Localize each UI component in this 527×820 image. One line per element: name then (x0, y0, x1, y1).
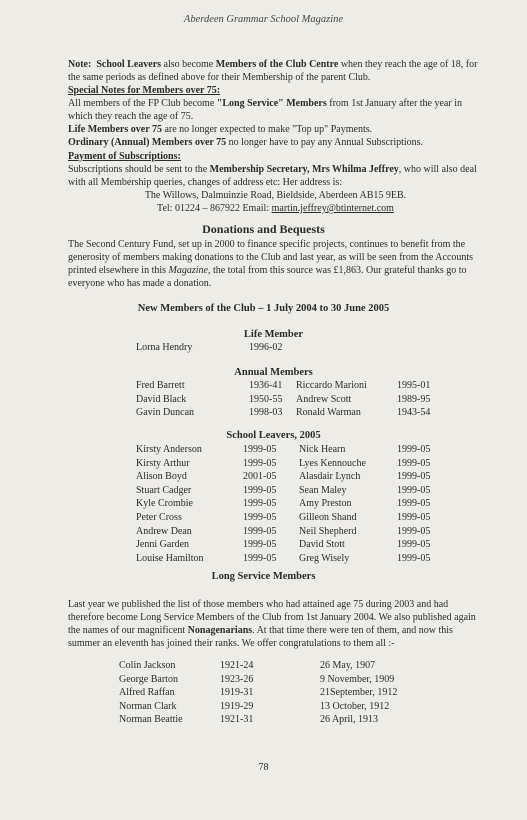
special-notes-p1 (68, 97, 483, 123)
school-leaver-years: 1999-05 (243, 552, 277, 564)
school-leaver-name: Alison Boyd (136, 471, 187, 483)
school-leaver-years-col2: 1999-05 (397, 525, 431, 537)
special-notes-p3-bold: Ordinary (Annual) Members over 75 (68, 137, 227, 148)
page-number: 78 (258, 762, 269, 773)
long-service-heading: Long Service Members (211, 571, 316, 582)
special-notes (68, 84, 483, 149)
life-member-years: 1996-02 (249, 342, 283, 353)
payment-text-2: , who will also deal with all Membership queries, changes of address etc: Her address is: (68, 164, 477, 188)
donations-text-2: , the total from this source was £1,863. Our grateful thanks go to everyone who has made a donation. (68, 265, 467, 289)
school-leaver-years: 1999-05 (243, 525, 277, 537)
note-bold-2: Members of the Club Centre (215, 59, 339, 70)
special-notes-p1-text: All members of the FP Club become (68, 98, 217, 109)
life-member-name: Lorna Hendry (136, 342, 193, 353)
payment-section (68, 150, 483, 215)
donations-paragraph (68, 238, 483, 290)
long-service-member-years: 1921-24 (220, 660, 254, 671)
annual-member-name-col2: Ronald Warman (296, 407, 361, 418)
note-text-1: also become (161, 59, 216, 70)
special-notes-p2-text: are no longer expected to make "Top up" Payments. (161, 124, 373, 135)
school-leaver-years: 1999-05 (243, 484, 277, 496)
school-leaver-name-col2: Lyes Kennouche (299, 457, 366, 469)
note-label: Note: (68, 59, 92, 70)
long-service-member-name: Norman Clark (119, 700, 177, 712)
school-leaver-name: Kirsty Anderson (136, 444, 202, 455)
school-leaver-years: 1999-05 (243, 512, 277, 523)
school-leaver-years-col2: 1999-05 (397, 484, 431, 496)
school-leaver-name: Louise Hamilton (136, 552, 204, 564)
school-leavers-heading: School Leavers, 2005 (226, 430, 321, 441)
long-service-member-dob: 26 May, 1907 (320, 660, 376, 671)
school-leaver-name-col2: Alasdair Lynch (299, 471, 361, 483)
life-member-heading: Life Member (243, 329, 304, 340)
long-service-member-dob: 26 April, 1913 (320, 714, 379, 726)
payment-text-1: Subscriptions should be sent to the (68, 164, 210, 175)
school-leaver-name: Stuart Cadger (136, 484, 192, 496)
payment-heading: Payment of Subscriptions: (68, 151, 181, 162)
email-link[interactable]: martin.jeffrey@btinternet.com (271, 203, 394, 214)
school-leaver-years-col2: 1999-05 (397, 498, 431, 510)
school-leaver-years-col2: 1999-05 (397, 512, 431, 523)
annual-member-years: 1936-41 (249, 380, 283, 391)
donations-text-1: The Second Century Fund, set up in 2000 to finance specific projects, continues to benefit from the generosity of members making donations to the Club and last year, as will be seen from the Accounts printed elsewhere in this (68, 239, 474, 276)
page-header: Aberdeen Grammar School Magazine (183, 14, 344, 25)
school-leaver-name: Jenni Garden (136, 539, 190, 551)
annual-member-years-col2: 1989-95 (397, 393, 431, 405)
long-service-member-years: 1919-29 (220, 700, 254, 712)
annual-member-years-col2: 1943-54 (397, 407, 431, 418)
long-service-paragraph (68, 598, 483, 650)
special-notes-p1-text2: from 1st January after the year in which they reach the age of 75. (68, 98, 462, 122)
school-leaver-years: 1999-05 (243, 457, 277, 469)
long-service-member-name: Alfred Raffan (119, 687, 175, 699)
school-leaver-years: 2001-05 (243, 471, 277, 483)
long-service-text-2: . At that time there were ten of them, and now this summer an eleventh has joined their ranks. We offer congratulations to them all :- (68, 625, 453, 649)
annual-member-years: 1998-03 (249, 407, 283, 418)
long-service-member-years: 1919-31 (220, 687, 254, 699)
school-leaver-years-col2: 1999-05 (397, 444, 431, 455)
annual-member-years: 1950-55 (249, 393, 283, 405)
special-notes-p1-bold: "Long Service" Members (216, 98, 327, 109)
long-service-member-dob: 13 October, 1912 (320, 700, 390, 712)
school-leaver-years-col2: 1999-05 (397, 539, 431, 551)
annual-member-name: David Black (136, 393, 187, 405)
payment-secretary: Membership Secretary, Mrs Whilma Jeffrey (209, 164, 399, 175)
school-leaver-name-col2: Neil Shepherd (299, 525, 357, 537)
school-leaver-years: 1999-05 (243, 444, 277, 455)
school-leaver-years-col2: 1999-05 (397, 457, 431, 469)
payment-paragraph (68, 163, 483, 189)
school-leaver-name-col2: Greg Wisely (299, 552, 350, 564)
school-leaver-name: Andrew Dean (136, 525, 192, 537)
school-leaver-name-col2: Gilleon Shand (299, 512, 357, 523)
special-notes-p3 (68, 136, 483, 149)
long-service-member-name: Norman Beattie (119, 714, 183, 726)
donations-italic: Magazine (168, 265, 208, 276)
payment-tel: Tel: 01224 – 867922 Email: (157, 203, 272, 214)
note-text-2: when they reach the age of 18, for the same periods as defined above for their Membership of the parent Club. (68, 59, 478, 83)
school-leaver-name-col2: David Stott (299, 539, 345, 551)
special-notes-p3-text: no longer have to pay any Annual Subscriptions. (226, 137, 424, 148)
special-notes-p2-bold: Life Members over 75 (68, 124, 162, 135)
long-service-member-dob: 21September, 1912 (320, 687, 398, 699)
note-paragraph (68, 58, 483, 84)
donations-heading: Donations and Bequests (202, 222, 325, 236)
school-leaver-years: 1999-05 (243, 539, 277, 551)
long-service-member-name: Colin Jackson (119, 660, 176, 671)
payment-address: The Willows, Dalmuinzie Road, Bieldside, Aberdeen AB15 9EB. (144, 190, 407, 201)
school-leaver-name-col2: Nick Hearn (299, 444, 346, 455)
school-leaver-name: Kyle Crombie (136, 498, 193, 510)
new-members-heading: New Members of the Club – 1 July 2004 to 30 June 2005 (137, 303, 390, 314)
school-leaver-name-col2: Amy Preston (299, 498, 352, 510)
annual-member-name: Gavin Duncan (136, 407, 195, 418)
long-service-member-years: 1923-26 (220, 673, 254, 685)
annual-member-years-col2: 1995-01 (397, 380, 431, 391)
annual-member-name-col2: Andrew Scott (296, 393, 352, 405)
annual-member-name-col2: Riccardo Marioni (296, 380, 367, 391)
school-leaver-years-col2: 1999-05 (397, 552, 431, 564)
school-leaver-years: 1999-05 (243, 498, 277, 510)
long-service-member-years: 1921-31 (220, 714, 254, 726)
school-leaver-years-col2: 1999-05 (397, 471, 431, 483)
special-notes-p2 (68, 123, 483, 136)
school-leaver-name: Kirsty Arthur (136, 457, 190, 469)
nonagenarians-label: Nonagenarians (187, 625, 253, 636)
long-service-text-1: Last year we published the list of those members who had attained age 75 during 2003 and had therefore become Long Service Members of the Club from 1st January 2004. We also published again the names of our magnificent (68, 599, 476, 636)
school-leaver-name-col2: Sean Maley (299, 484, 347, 496)
school-leaver-name: Peter Cross (136, 512, 182, 523)
annual-members-heading: Annual Members (234, 367, 313, 378)
long-service-member-dob: 9 November, 1909 (320, 673, 395, 685)
annual-member-name: Fred Barrett (136, 380, 185, 391)
long-service-member-name: George Barton (119, 673, 178, 685)
special-notes-heading: Special Notes for Members over 75: (68, 85, 221, 96)
note-bold-1: School Leavers (96, 59, 162, 70)
payment-contact (68, 202, 483, 215)
